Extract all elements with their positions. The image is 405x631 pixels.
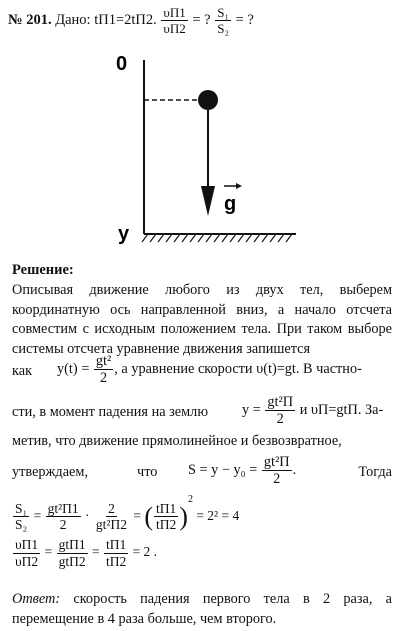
falling-body: [198, 90, 218, 110]
axis-label: y: [118, 223, 130, 245]
gravity-label: g: [224, 193, 237, 215]
solution-paragraph-1: Описывая движение любого из двух тел, выберем координатную ось направленной вниз, а начало отсчета совместим с исходным положением тела. При таком выборе системы отсчета уравнение движения запишется: [12, 282, 392, 357]
given-condition: tП1=2tП2.: [94, 11, 157, 28]
answer-label: Ответ:: [12, 591, 61, 607]
ask-displacement-ratio: $\frac{\text{S₁}}{\text{S₂}}$: [217, 5, 229, 36]
ground-hatching: [142, 234, 292, 242]
eq3-fraction: $\frac{\text{gt²П}}{2}$: [263, 454, 290, 488]
answer: [12, 590, 392, 629]
velocity-ratio-equation: $\frac{\upsilon П1}{\upsilon П2}$ = $\frac{\text{gtП1}}{\text{gtП2}}$ = $\frac{tП1}{tП2}$ = 2 .: [15, 537, 158, 569]
ask-velocity-ratio: $\frac{\upsilon П1}{\upsilon П2}$: [163, 5, 186, 36]
displacement-ratio-equation: $\frac{\text{S₁}}{\text{S₂}}$ = $\frac{\text{gt²П1}}{2}$ · $\frac{2}{\text{gt²П2}}$ = ( $\frac{tП1}{tП2}$ )$^2$ = 2² = 4: [15, 494, 240, 533]
eq1-fraction: $\frac{\text{gt²}}{2}$: [95, 353, 112, 387]
solution-line-3: метив, что движение прямолинейное и безвозвратное,: [12, 433, 342, 449]
equation-of-motion-line: как y(t) = $\frac{\text{gt²}}{2}$ , а уравнение скорости υ(t)=gt. В частно-: [12, 353, 362, 387]
impact-line: сти, в момент падения на землю y = $\frac{\text{gt²П}}{2}$ и υП=gtП. За-: [12, 394, 384, 428]
displacement-line: утверждаем, что S = y − y₀ = $\frac{\text{gt²П}}{2}$ . Тогда: [12, 454, 392, 488]
gravity-arrow-head: [201, 186, 215, 216]
solution-heading: Решение:: [12, 262, 74, 278]
answer-text: скорость падения первого тела в 2 раза, а перемещение в 4 раза больше, чем второго.: [12, 591, 392, 627]
eq2-fraction: $\frac{\text{gt²П}}{2}$: [267, 394, 294, 428]
problem-number: № 201.: [8, 11, 52, 28]
given-label: Дано:: [55, 11, 91, 28]
problem-header: № 201. Дано: tП1=2tП2. $\frac{\upsilon П1}{\upsilon П2}$ = ? $\frac{\text{S₁}}{\text{S₂}}$ = ?: [8, 5, 254, 36]
origin-label: 0: [116, 53, 128, 75]
free-fall-figure: [100, 48, 300, 248]
vector-bar-tip: [236, 183, 242, 189]
